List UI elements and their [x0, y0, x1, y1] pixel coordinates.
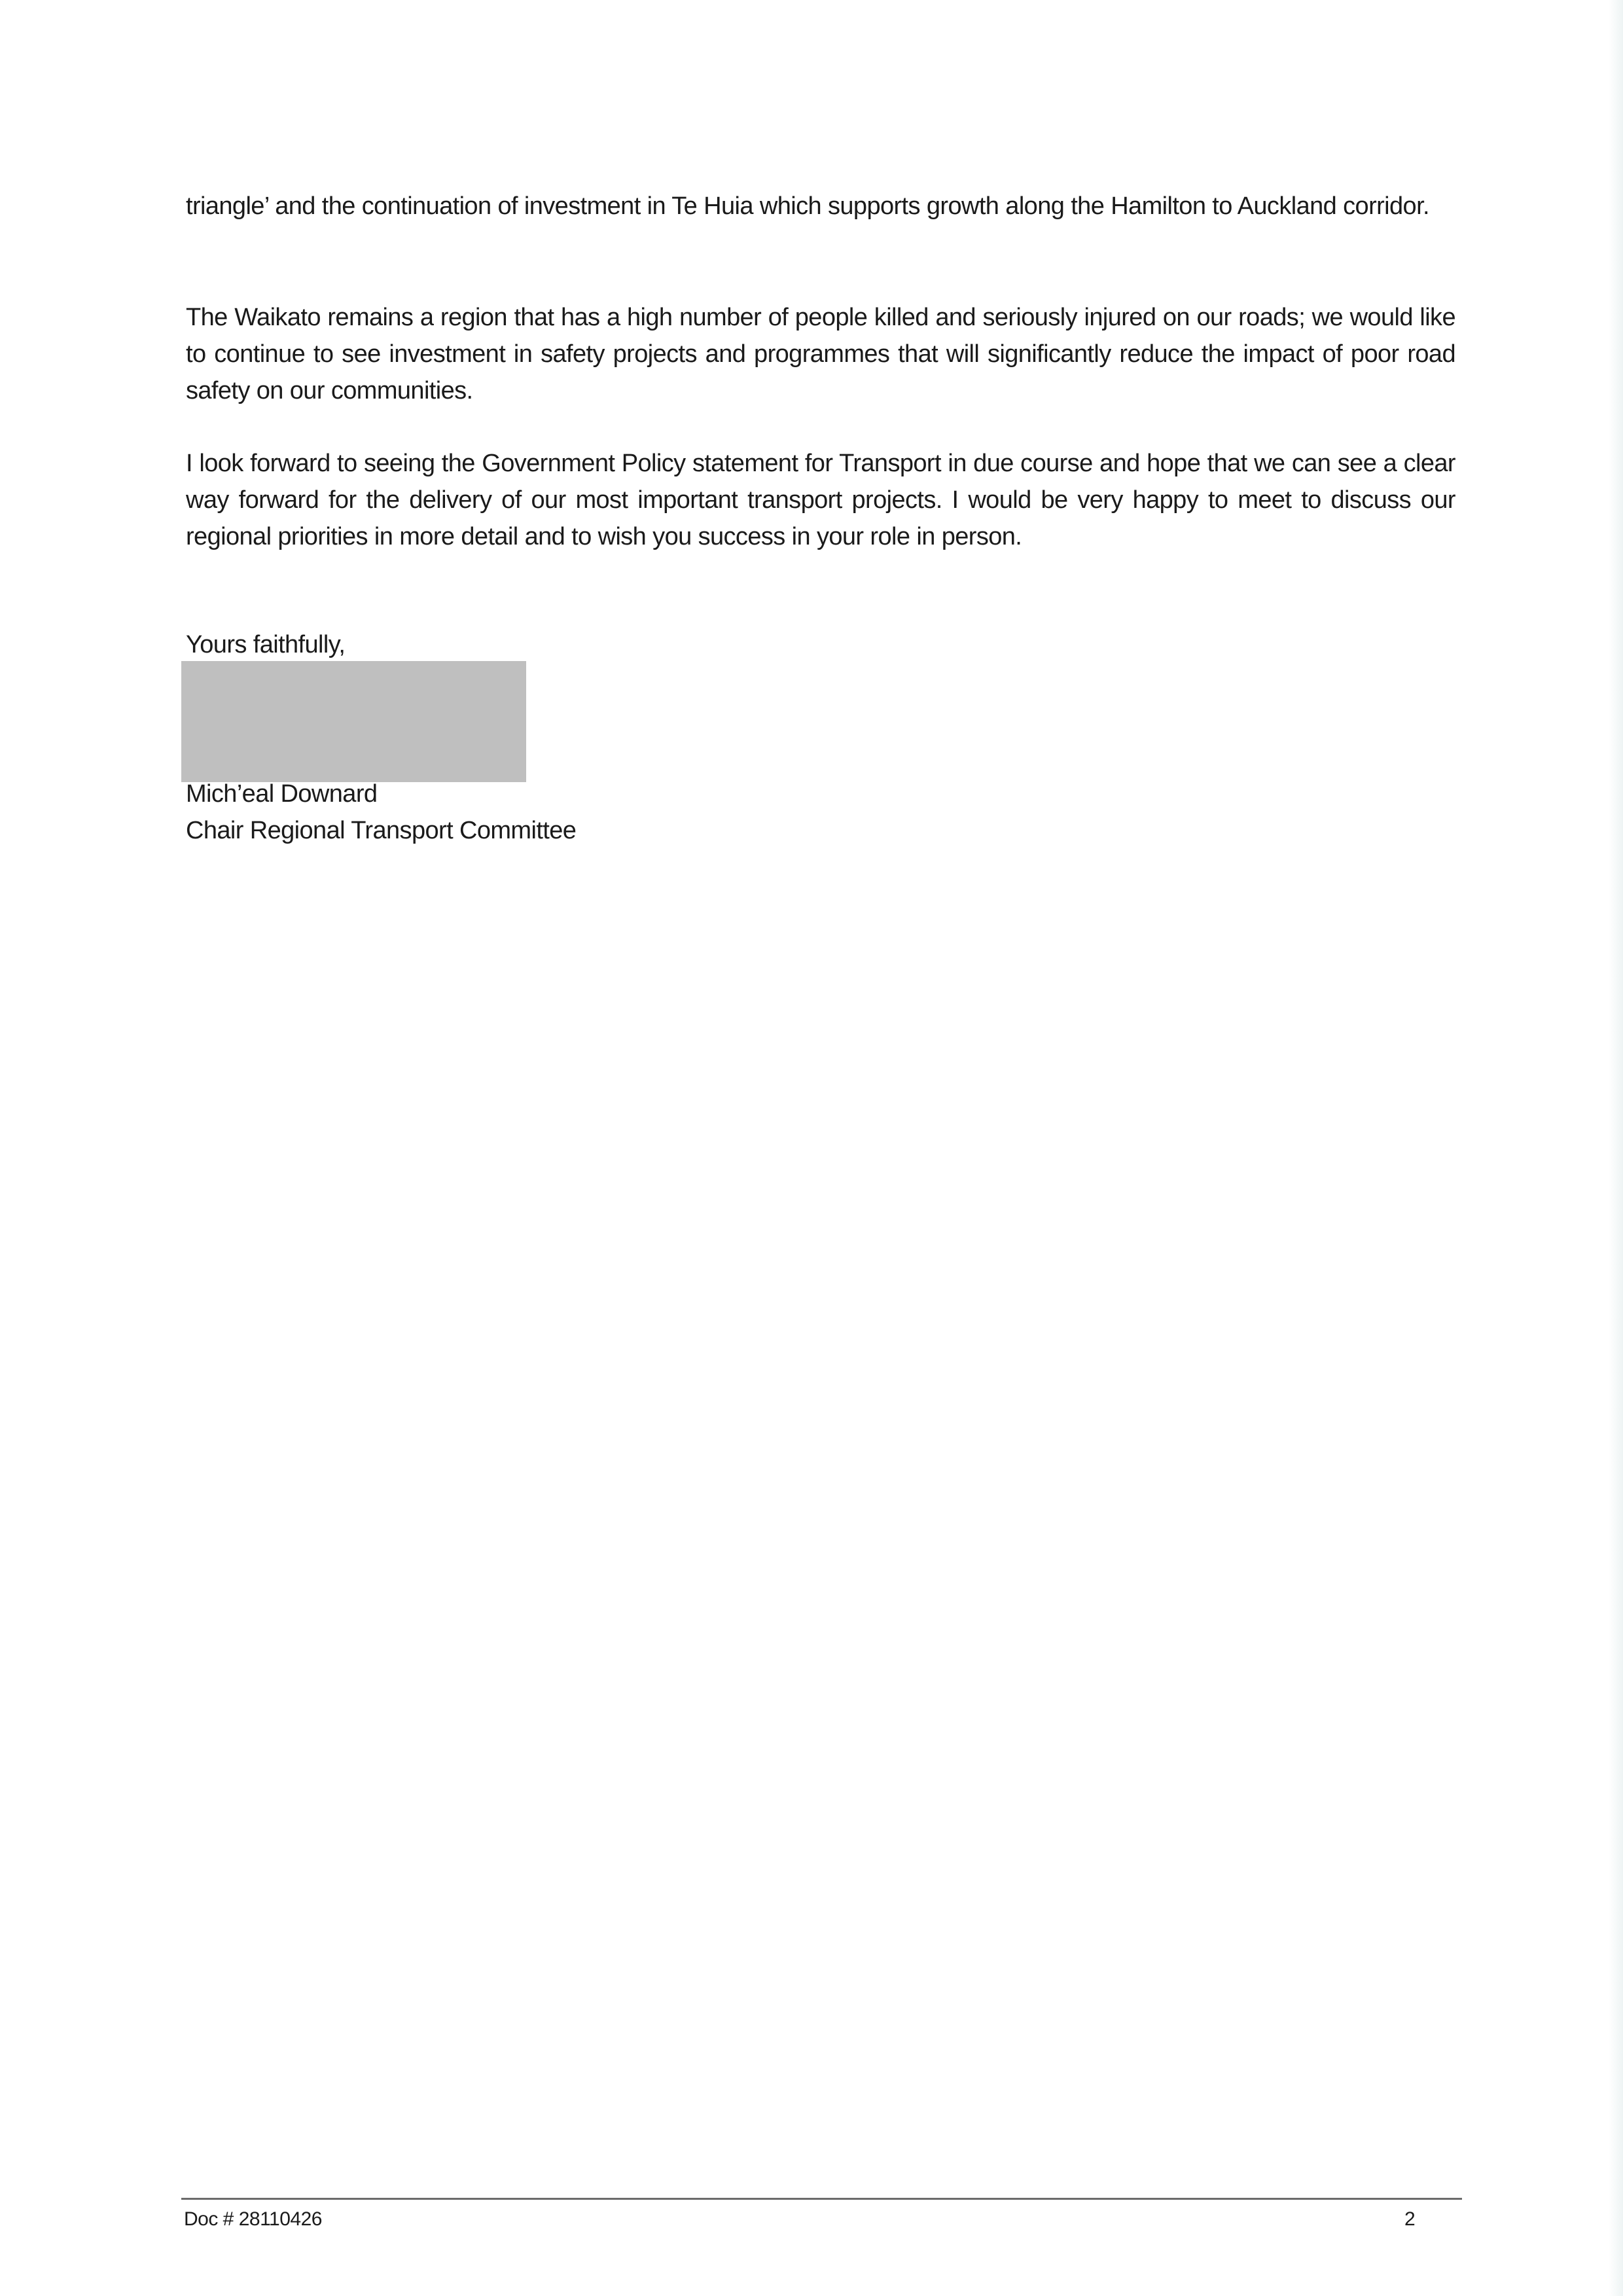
page-number: 2 — [1404, 2208, 1416, 2230]
paragraph-2: The Waikato remains a region that has a high number of people killed and seriously injured on our roads; we would like to continue to see investment in safety projects and programmes that will significantly reduce the impact of poor road safety on our communities. — [186, 304, 1455, 404]
paragraph-3: I look forward to seeing the Government Policy statement for Transport in due course and hope that we can see a clear way forward for the delivery of our most important transport projects. I would be very happy to meet to discuss our regional priorities in more detail and to wish you success in your role in person. — [186, 450, 1455, 550]
scan-edge — [1609, 0, 1623, 2296]
signatory-title: Chair Regional Transport Committee — [186, 817, 577, 844]
footer-divider — [181, 2198, 1462, 2200]
doc-number: Doc # 28110426 — [184, 2208, 322, 2230]
signatory-name: Mich’eal Downard — [186, 780, 378, 808]
paragraph-1: triangle’ and the continuation of investment in Te Huia which supports growth along the Hamilton to Auckland corridor. — [186, 192, 1430, 220]
redacted-signature — [181, 661, 526, 782]
closing: Yours faithfully, — [186, 631, 346, 658]
